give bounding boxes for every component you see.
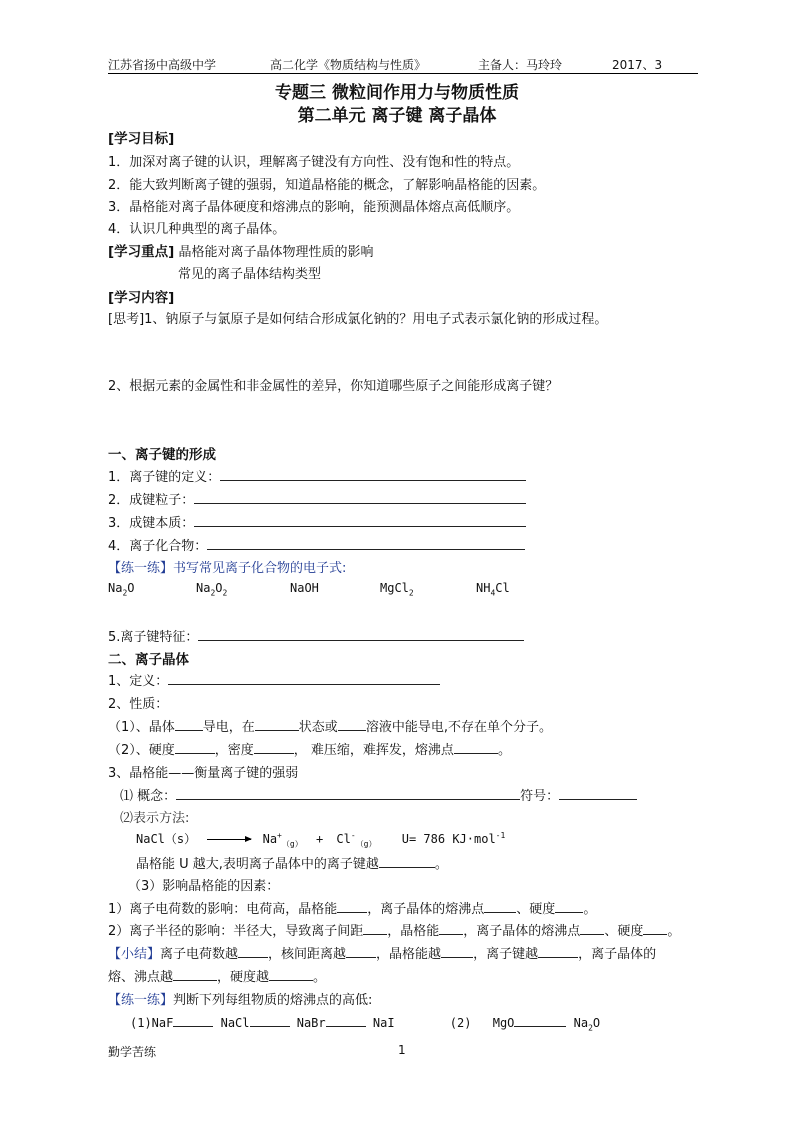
title-line2: 第二单元 离子键 离子晶体 xyxy=(297,106,497,126)
answer-blank[interactable] xyxy=(555,899,583,913)
header-author: 主备人：马玲玲 xyxy=(478,58,563,72)
answer-blank[interactable] xyxy=(559,786,637,800)
answer-blank[interactable] xyxy=(269,967,313,981)
representation-method: ⑵表示方法: xyxy=(120,811,190,826)
header-date: 2017、3 xyxy=(612,58,663,72)
answer-blank[interactable] xyxy=(337,899,367,913)
practice-2 xyxy=(108,989,372,1008)
answer-blank[interactable] xyxy=(454,740,498,754)
properties-label: 2、性质： xyxy=(108,697,169,712)
question-label: 3．成键本质： xyxy=(108,516,195,531)
practice-2-items: (1)NaF NaCl NaBr NaI (2) MgO $Na_2O$ xyxy=(130,1013,600,1032)
question-label: 2．成键粒子： xyxy=(108,493,195,508)
property-1: （1）、晶体 导电，在 状态或 溶液中能导电,不存在单个分子。 xyxy=(108,716,552,735)
practice-1 xyxy=(108,557,346,576)
focus-line1 xyxy=(108,240,374,260)
question-label: 1．离子键的定义： xyxy=(108,470,221,485)
compound-mgcl2: MgCl$_2$ xyxy=(380,581,414,598)
answer-blank[interactable] xyxy=(220,467,526,481)
question-label: 4．离子化合物： xyxy=(108,539,208,554)
bond-essence xyxy=(108,512,526,531)
compound-nh4cl: $NH_4Cl$ xyxy=(476,581,510,598)
answer-blank[interactable] xyxy=(207,536,525,550)
bond-particles xyxy=(108,489,526,508)
ionic-compound xyxy=(108,535,525,554)
title-line1: 专题三 微粒间作用力与物质性质 xyxy=(275,83,519,103)
page-number: 1 xyxy=(398,1043,406,1057)
focus-item: 晶格能对离子晶体物理性质的影响 xyxy=(178,245,374,260)
compound-na2o: $Na_2O$ xyxy=(108,581,135,598)
answer-blank[interactable] xyxy=(194,490,526,504)
practice-text: 判断下列每组物质的熔沸点的高低: xyxy=(173,993,373,1008)
answer-blank[interactable] xyxy=(580,921,604,935)
reaction-arrow-icon xyxy=(207,839,251,840)
answer-blank[interactable] xyxy=(238,944,268,958)
lattice-energy-heading: 3、晶格能——衡量离子键的强弱 xyxy=(108,766,299,781)
answer-blank[interactable] xyxy=(173,1013,213,1027)
section1-heading: 一、离子键的形成 xyxy=(108,447,216,463)
header-school: 江苏省扬中高级中学 xyxy=(108,58,217,72)
think-question-1: [思考]1、钠原子与氯原子是如何结合形成氯化钠的？用电子式表示氯化钠的形成过程。 xyxy=(108,312,608,327)
answer-blank[interactable] xyxy=(250,1013,290,1027)
question-label: 1、定义： xyxy=(108,674,169,689)
answer-blank[interactable] xyxy=(198,627,524,641)
practice-label: 【练一练】 xyxy=(108,993,174,1008)
answer-blank[interactable] xyxy=(439,921,463,935)
practice-label: 【练一练】 xyxy=(108,561,174,576)
compound-naoh: NaOH xyxy=(290,581,319,595)
summary-label: 【小结】 xyxy=(108,947,161,962)
question-label: 5.离子键特征： xyxy=(108,630,199,645)
answer-blank[interactable] xyxy=(255,717,299,731)
focus-item: 常见的离子晶体结构类型 xyxy=(178,267,322,282)
compound-na2o2: $Na_2O_2$ xyxy=(196,581,228,598)
goal-item: 1．加深对离子键的认识，理解离子键没有方向性、没有饱和性的特点。 xyxy=(108,155,520,170)
goal-item: 2．能大致判断离子键的强弱，知道晶格能的概念，了解影响晶格能的因素。 xyxy=(108,178,546,193)
answer-blank[interactable] xyxy=(484,899,516,913)
property-2: （2）、硬度 ，密度 ， 难压缩，难挥发，熔沸点 。 xyxy=(108,739,511,758)
goal-item: 3．晶格能对离子晶体硬度和熔沸点的影响，能预测晶体熔点高低顺序。 xyxy=(108,200,520,215)
answer-blank[interactable] xyxy=(643,921,667,935)
answer-blank[interactable] xyxy=(363,921,387,935)
section2-heading: 二、离子晶体 xyxy=(108,652,189,668)
answer-blank[interactable] xyxy=(175,717,203,731)
goal-item: 4．认识几种典型的离子晶体。 xyxy=(108,222,286,237)
answer-blank[interactable] xyxy=(338,717,366,731)
header-divider xyxy=(108,73,698,74)
answer-blank[interactable] xyxy=(194,513,526,527)
focus-heading: [学习重点] xyxy=(108,244,175,260)
summary-line2: 熔、沸点越 ，硬度越 。 xyxy=(108,966,326,985)
answer-blank[interactable] xyxy=(173,967,217,981)
answer-blank[interactable] xyxy=(176,786,520,800)
answer-blank[interactable] xyxy=(538,944,578,958)
practice-text: 书写常见离子化合物的电子式: xyxy=(173,561,347,576)
answer-blank[interactable] xyxy=(379,854,435,868)
goals-heading: [学习目标] xyxy=(108,131,175,147)
answer-blank[interactable] xyxy=(514,1013,566,1027)
factors-heading: （3）影响晶格能的因素： xyxy=(128,879,280,894)
ionic-crystal-definition xyxy=(108,670,440,689)
footer-motto: 勤学苦练 xyxy=(108,1045,157,1059)
header-course: 高二化学《物质结构与性质》 xyxy=(270,58,427,72)
answer-blank[interactable] xyxy=(326,1013,366,1027)
ionic-bond-definition xyxy=(108,466,526,485)
lattice-equation: NaCl（s） $Na^+_{(g)} + Cl^-_{(g)}$ U= 786 KJ·mol$^{-1}$ xyxy=(136,831,506,849)
answer-blank[interactable] xyxy=(254,740,294,754)
answer-blank[interactable] xyxy=(346,944,376,958)
answer-blank[interactable] xyxy=(168,671,440,685)
lattice-concept: ⑴ 概念： 符号： xyxy=(120,785,637,804)
factor-radius: 2）离子半径的影响：半径大，导致离子间距 ，晶格能 ，离子晶体的熔沸点 、硬度 。 xyxy=(108,920,680,939)
lattice-description: 晶格能 U 越大,表明离子晶体中的离子键越 。 xyxy=(136,853,448,872)
content-heading: [学习内容] xyxy=(108,290,175,306)
answer-blank[interactable] xyxy=(441,944,473,958)
ionic-bond-features xyxy=(108,626,524,645)
answer-blank[interactable] xyxy=(175,740,215,754)
think-question-2: 2、根据元素的金属性和非金属性的差异，你知道哪些原子之间能形成离子键？ xyxy=(108,379,559,394)
summary-line1: 【小结】离子电荷数越 ，核间距离越 ，晶格能越 ，离子键越 ，离子晶体的 xyxy=(108,943,656,962)
factor-charge: 1）离子电荷数的影响：电荷高，晶格能 ，离子晶体的熔沸点 、硬度 。 xyxy=(108,898,596,917)
